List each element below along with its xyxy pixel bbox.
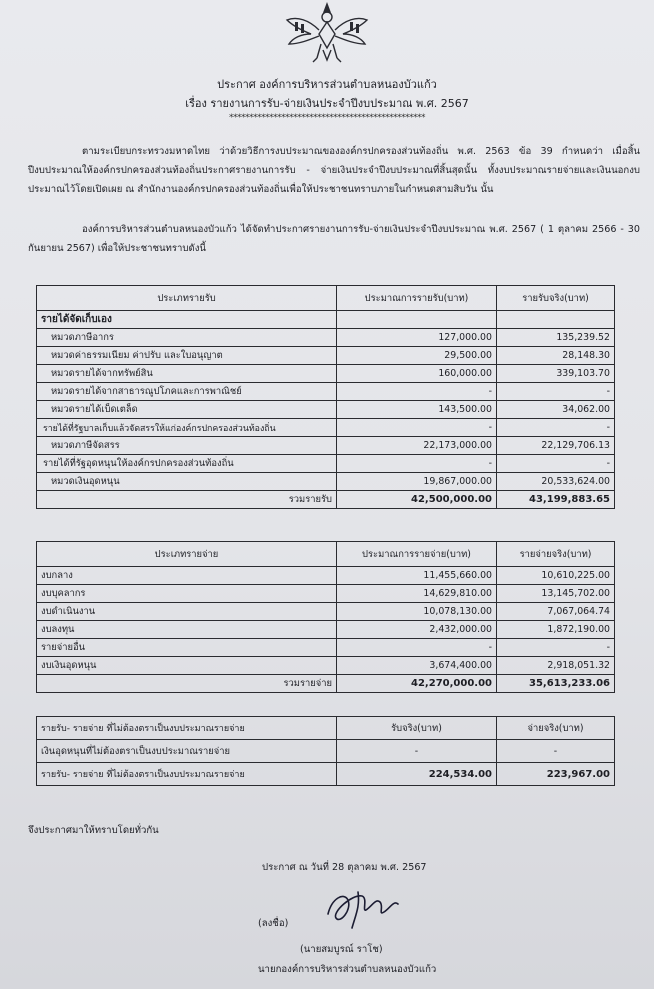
estimate-cell: - [337, 419, 497, 437]
actual-cell: 22,129,706.13 [497, 437, 615, 455]
actual-cell: - [497, 455, 615, 473]
total-label: รวมรายรับ [37, 491, 337, 509]
row-label: หมวดเงินอุดหนุน [37, 473, 337, 491]
table-row [37, 603, 615, 621]
estimate-cell: 127,000.00 [337, 329, 497, 347]
table-row [37, 740, 615, 763]
estimate-cell: 3,674,400.00 [337, 657, 497, 675]
row-label: หมวดภาษีอากร [37, 329, 337, 347]
row-label: รายจ่ายอื่น [37, 639, 337, 657]
table-header-row [37, 286, 615, 311]
table-row [37, 437, 615, 455]
income-table [36, 285, 615, 509]
estimate-cell: 29,500.00 [337, 347, 497, 365]
actual-cell: - [497, 419, 615, 437]
estimate-cell: 143,500.00 [337, 401, 497, 419]
column-header: จ่ายจริง(บาท) [497, 717, 615, 740]
announcement-title: ประกาศ องค์การบริหารส่วนตำบลหนองบัวแก้ว [217, 78, 437, 91]
column-header: ประมาณการรายจ่าย(บาท) [337, 542, 497, 567]
paid-cell: - [497, 740, 615, 763]
column-header: รายจ่ายจริง(บาท) [497, 542, 615, 567]
actual-cell: 20,533,624.00 [497, 473, 615, 491]
total-row [37, 491, 615, 509]
estimate-cell: 11,455,660.00 [337, 567, 497, 585]
estimate-cell: 22,173,000.00 [337, 437, 497, 455]
total-label: รายรับ- รายจ่าย ที่ไม่ต้องตราเป็นงบประมาณรายจ่าย [37, 763, 337, 786]
total-estimate: 42,270,000.00 [337, 675, 497, 693]
table-row [37, 329, 615, 347]
actual-cell: 7,067,064.74 [497, 603, 615, 621]
total-paid: 223,967.00 [497, 763, 615, 786]
column-header: รายรับจริง(บาท) [497, 286, 615, 311]
column-header: ประเภทรายรับ [37, 286, 337, 311]
offbudget-table [36, 716, 615, 786]
estimate-cell: 14,629,810.00 [337, 585, 497, 603]
table-row [37, 365, 615, 383]
actual-cell: - [497, 383, 615, 401]
total-estimate: 42,500,000.00 [337, 491, 497, 509]
expense-table [36, 541, 615, 693]
estimate-cell: - [337, 455, 497, 473]
column-header: ประเภทรายจ่าย [37, 542, 337, 567]
estimate-cell: 19,867,000.00 [337, 473, 497, 491]
actual-cell: 339,103.70 [497, 365, 615, 383]
table-row [37, 657, 615, 675]
signer-name: (นายสมบูรณ์ ราโช) [300, 944, 383, 955]
row-label: หมวดรายได้จากสาธารณูปโภคและการพาณิชย์ [37, 383, 337, 401]
table-row [37, 473, 615, 491]
row-label: หมวดรายได้เบ็ดเตล็ด [37, 401, 337, 419]
estimate-cell: 160,000.00 [337, 365, 497, 383]
actual-cell: 135,239.52 [497, 329, 615, 347]
table-row [37, 621, 615, 639]
actual-cell: 1,872,190.00 [497, 621, 615, 639]
table-row [37, 383, 615, 401]
column-header: รับจริง(บาท) [337, 717, 497, 740]
handwritten-signature [322, 884, 404, 934]
row-label: หมวดค่าธรรมเนียม ค่าปรับ และใบอนุญาต [37, 347, 337, 365]
estimate-cell: - [337, 383, 497, 401]
signer-position: นายกองค์การบริหารส่วนตำบลหนองบัวแก้ว [258, 964, 437, 975]
table-row [37, 585, 615, 603]
table-row [37, 347, 615, 365]
announcement-date: ประกาศ ณ วันที่ 28 ตุลาคม พ.ศ. 2567 [262, 862, 427, 873]
column-header: รายรับ- รายจ่าย ที่ไม่ต้องตราเป็นงบประมาณรายจ่าย [37, 717, 337, 740]
table-header-row [37, 542, 615, 567]
actual-cell: 28,148.30 [497, 347, 615, 365]
actual-cell: 13,145,702.00 [497, 585, 615, 603]
announcement-subject: เรื่อง รายงานการรับ-จ่ายเงินประจำปีงบประมาณ พ.ศ. 2567 [185, 97, 469, 110]
row-label: งบเงินอุดหนุน [37, 657, 337, 675]
total-received: 224,534.00 [337, 763, 497, 786]
row-label: รายได้ที่รัฐอุดหนุนให้องค์กรปกครองส่วนท้องถิ่น [37, 455, 337, 473]
estimate-cell: 10,078,130.00 [337, 603, 497, 621]
table-row [37, 401, 615, 419]
intro-paragraph-1: ตามระเบียบกระทรวงมหาดไทย ว่าด้วยวิธีการงบประมาณขององค์กรปกครองส่วนท้องถิ่น พ.ศ. 2563 ข้อ 39 กำหนดว่า เมื่อสิ้นปีงบประมาณให้องค์กรปกครองส่วนท้องถิ่นประกาศรายงานการรับ - จ่ายเงินประจำปีงบประมาณที่สิ้นสุดนั้น ทั้งงบประมาณรายจ่ายและเงินนอกงบประมาณไว้โดยเปิดเผย ณ สำนักงานองค์กรปกครองส่วนท้องถิ่นเพื่อให้ประชาชนทราบภายในกำหนดสามสิบวัน นั้น [28, 146, 640, 195]
actual-cell: 34,062.00 [497, 401, 615, 419]
closing-statement: จึงประกาศมาให้ทราบโดยทั่วกัน [28, 825, 159, 836]
table-row [37, 419, 615, 437]
row-label: งบลงทุน [37, 621, 337, 639]
separator: ************************************************* [229, 113, 425, 123]
table-group-row [37, 311, 615, 329]
row-label: หมวดรายได้จากทรัพย์สิน [37, 365, 337, 383]
actual-cell: 2,918,051.32 [497, 657, 615, 675]
row-label: งบกลาง [37, 567, 337, 585]
received-cell: - [337, 740, 497, 763]
table-row [37, 567, 615, 585]
actual-cell: - [497, 639, 615, 657]
intro-paragraph-2: องค์การบริหารส่วนตำบลหนองบัวแก้ว ได้จัดทำประกาศรายงานการรับ-จ่ายเงินประจำปีงบประมาณ พ.ศ. 2567 ( 1 ตุลาคม 2566 - 30 กันยายน 2567) เพื่อให้ประชาชนทราบดังนี้ [28, 224, 640, 254]
total-actual: 43,199,883.65 [497, 491, 615, 509]
group-label: รายได้จัดเก็บเอง [37, 311, 337, 329]
signature-label: (ลงชื่อ) [258, 918, 289, 929]
row-label: หมวดภาษีจัดสรร [37, 437, 337, 455]
row-label: งบดำเนินงาน [37, 603, 337, 621]
table-header-row [37, 717, 615, 740]
actual-cell: 10,610,225.00 [497, 567, 615, 585]
estimate-cell: - [337, 639, 497, 657]
column-header: ประมาณการรายรับ(บาท) [337, 286, 497, 311]
total-row [37, 763, 615, 786]
table-row [37, 639, 615, 657]
table-row [37, 455, 615, 473]
row-label: งบบุคลากร [37, 585, 337, 603]
row-label: รายได้ที่รัฐบาลเก็บแล้วจัดสรรให้แก่องค์กรปกครองส่วนท้องถิ่น [37, 419, 337, 437]
estimate-cell: 2,432,000.00 [337, 621, 497, 639]
garuda-emblem-icon [283, 0, 371, 66]
total-label: รวมรายจ่าย [37, 675, 337, 693]
row-label: เงินอุดหนุนที่ไม่ต้องตราเป็นงบประมาณรายจ่าย [37, 740, 337, 763]
total-actual: 35,613,233.06 [497, 675, 615, 693]
total-row [37, 675, 615, 693]
